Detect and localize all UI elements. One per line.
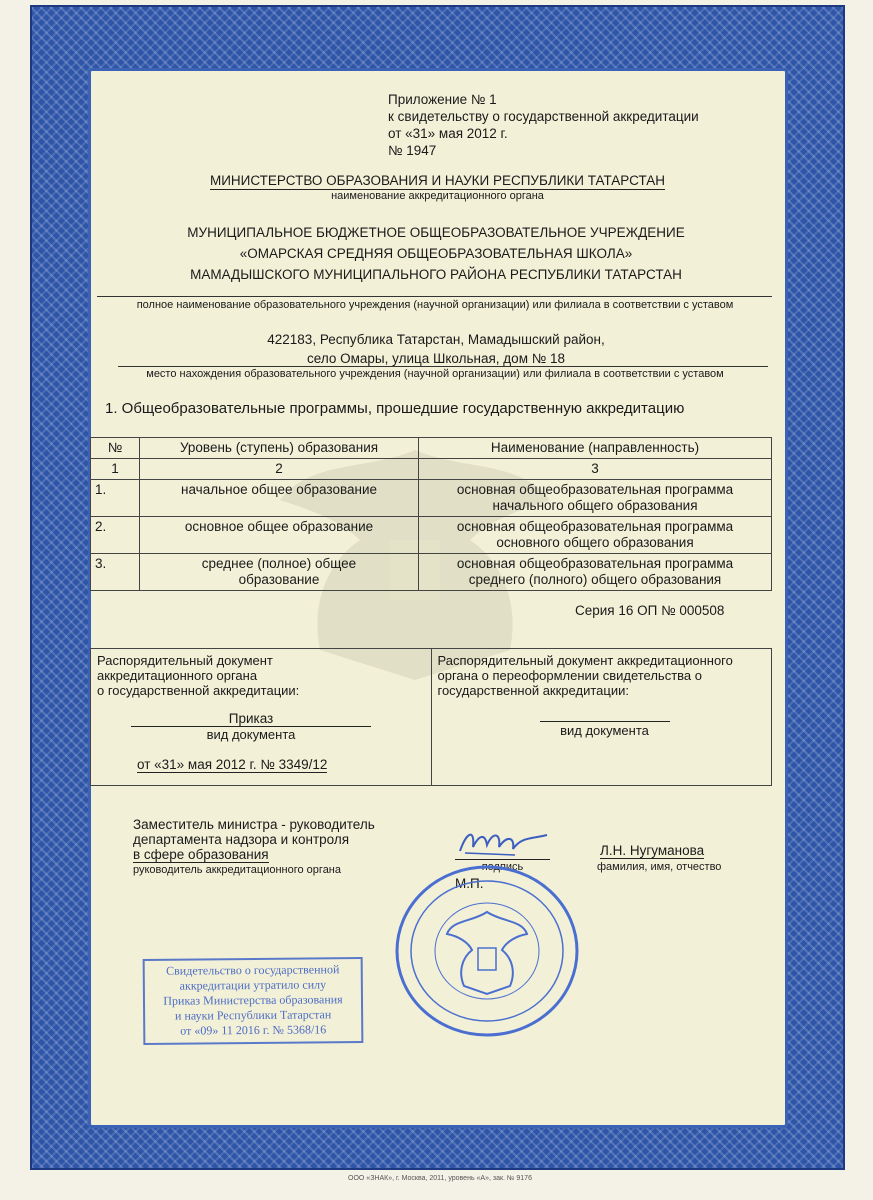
right-doc-line-3: государственной аккредитации: (437, 683, 629, 698)
cancellation-stamp (143, 957, 364, 1045)
header-level: Уровень (ступень) образования (140, 438, 419, 459)
left-doc-line-3: о государственной аккредитации: (97, 683, 300, 698)
row-program (419, 480, 772, 517)
stamp-line-3: Приказ Министерства образования (163, 992, 343, 1008)
authority-caption: наименование аккредитационного органа (331, 190, 544, 202)
numbering-2: 2 (140, 459, 419, 480)
stamp-line-4: и науки Республики Татарстан (174, 1007, 332, 1023)
row-number: 3. (91, 554, 140, 591)
row-level (140, 554, 419, 591)
row-program-line-2: среднего (полного) общего образования (468, 572, 722, 587)
appendix-date: от «31» мая 2012 г. (388, 126, 508, 141)
authority-name: МИНИСТЕРСТВО ОБРАЗОВАНИЯ И НАУКИ РЕСПУБЛИКИ ТАТАРСТАН (209, 173, 666, 188)
address-underline (118, 366, 768, 367)
printer-footer: ООО «ЗНАК», г. Москва, 2011, уровень «А», зак. № 9176 (348, 1175, 532, 1182)
table-row (91, 480, 772, 517)
table-row (91, 554, 772, 591)
stamp-line-5: от «09» 11 2016 г. № 5368/16 (180, 1022, 327, 1038)
row-program-line-1: основная общеобразовательная программа (456, 482, 734, 497)
order-documents-box (90, 648, 772, 786)
right-doc-type-caption: вид документа (560, 723, 649, 738)
official-round-seal-icon (392, 862, 582, 1040)
row-level-line-1: среднее (полное) общее (201, 556, 357, 571)
row-program-line-2: начального общего образования (492, 498, 698, 513)
institution-line-3: МАМАДЫШСКОГО МУНИЦИПАЛЬНОГО РАЙОНА РЕСПУБЛИКИ ТАТАРСТАН (190, 267, 682, 282)
seal-label: М.П. (455, 876, 484, 891)
left-doc-type-caption: вид документа (206, 727, 296, 742)
signatory-title-3: в сфере образования (133, 847, 269, 862)
signatory-title-1: Заместитель министра - руководитель (133, 817, 375, 832)
section-title: 1. Общеобразовательные программы, прошедшие государственную аккредитацию (105, 400, 685, 417)
authority-block (150, 172, 725, 203)
numbering-3: 3 (419, 459, 772, 480)
appendix-reference: к свидетельству о государственной аккредитации (388, 109, 699, 124)
left-doc-line-2: аккредитационного органа (97, 668, 258, 683)
appendix-number: № 1947 (388, 143, 437, 158)
signatory-name: Л.Н. Нугуманова (600, 843, 705, 858)
appendix-title: Приложение № 1 (388, 92, 497, 107)
stamp-line-1: Свидетельство о государственной (166, 962, 340, 978)
row-level: начальное общее образование (140, 480, 419, 517)
institution-line-2: «ОМАРСКАЯ СРЕДНЯЯ ОБЩЕОБРАЗОВАТЕЛЬНАЯ ШКОЛА» (239, 246, 633, 261)
address-line-1: 422183, Республика Татарстан, Мамадышский район, (267, 332, 605, 347)
row-program-line-1: основная общеобразовательная программа (456, 556, 734, 571)
right-doc-line-2: органа о переоформлении свидетельства о (437, 668, 702, 683)
handwritten-signature-icon (455, 825, 555, 859)
row-program (419, 517, 772, 554)
row-number: 2. (91, 517, 140, 554)
address-block (100, 330, 772, 368)
row-number: 1. (91, 480, 140, 517)
row-program-line-2: основного общего образования (496, 535, 694, 550)
right-doc-type-line (540, 721, 670, 722)
address-line-2: село Омары, улица Школьная, дом № 18 (307, 351, 565, 366)
address-caption: место нахождения образовательного учреждения (научной организации) или филиала в соответствии с уставом (146, 368, 724, 380)
programs-table (90, 437, 772, 591)
series-number: Серия 16 ОП № 000508 (575, 603, 725, 618)
header-name: Наименование (направленность) (419, 438, 772, 459)
left-doc-line-1: Распорядительный документ (97, 653, 273, 668)
table-header-row (91, 438, 772, 459)
appendix-header (388, 91, 699, 159)
header-number: № (91, 438, 140, 459)
signatory-block (133, 817, 375, 878)
accreditation-order-cell (91, 649, 431, 785)
row-program-line-1: основная общеобразовательная программа (456, 519, 734, 534)
table-numbering-row (91, 459, 772, 480)
row-level-line-2: образование (238, 572, 320, 587)
signatory-title-2: департамента надзора и контроля (133, 832, 350, 847)
table-row (91, 517, 772, 554)
institution-underline (97, 296, 772, 297)
institution-caption: полное наименование образовательного учреждения (научной организации) или филиала в соответствии с уставом (136, 299, 734, 311)
signature-caption: подпись (481, 861, 524, 873)
right-doc-line-1: Распорядительный документ аккредитационного (437, 653, 733, 668)
stamp-line-2: аккредитации утратило силу (179, 977, 327, 993)
left-doc-date: от «31» мая 2012 г. № 3349/12 (137, 757, 328, 772)
numbering-1: 1 (91, 459, 140, 480)
left-doc-type: Приказ (131, 711, 371, 727)
signatory-name-caption: фамилия, имя, отчество (597, 861, 722, 873)
institution-line-1: МУНИЦИПАЛЬНОЕ БЮДЖЕТНОЕ ОБЩЕОБРАЗОВАТЕЛЬНОЕ УЧРЕЖДЕНИЕ (187, 225, 685, 240)
reissue-order-cell (431, 649, 772, 785)
row-level: основное общее образование (140, 517, 419, 554)
row-program (419, 554, 772, 591)
institution-block (100, 222, 772, 285)
signature-line (455, 859, 550, 860)
signatory-caption: руководитель аккредитационного органа (133, 864, 342, 876)
